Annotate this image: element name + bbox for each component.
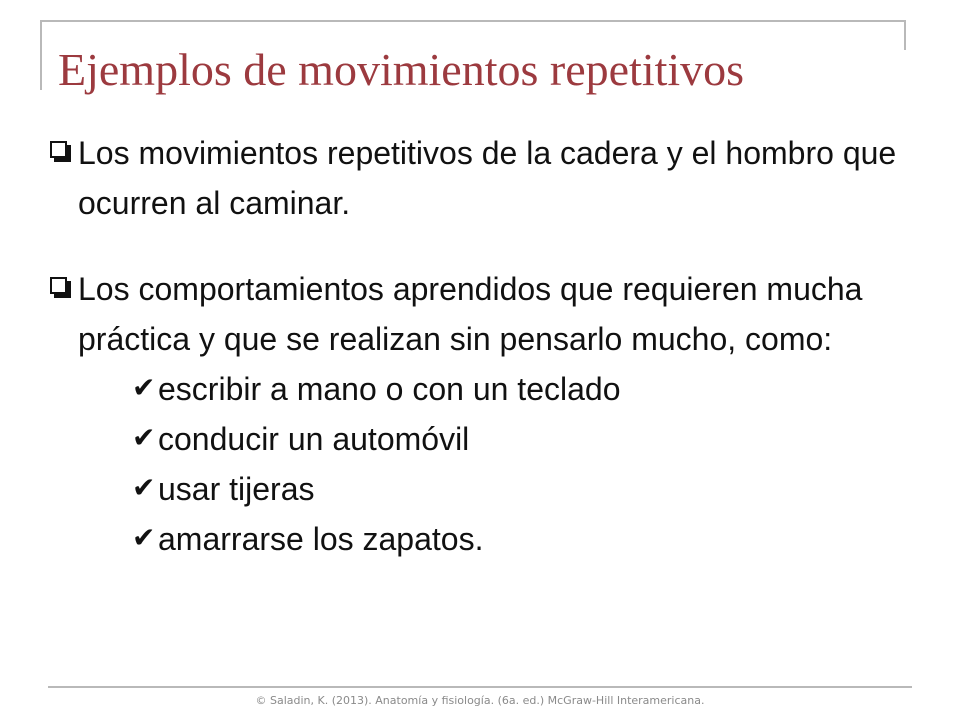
footer-citation: © Saladin, K. (2013). Anatomía y fisiología. (6a. ed.) McGraw-Hill Interamericana. <box>255 694 705 707</box>
frame-top-line <box>40 20 906 22</box>
checkmark-icon: ✔ <box>132 471 156 504</box>
square-bullet-icon <box>50 277 67 294</box>
bullet-text: Los movimientos repetitivos de la cadera y el hombro que ocurren al caminar. <box>78 135 897 221</box>
slide-content <box>50 128 910 564</box>
frame-left-line <box>40 20 42 90</box>
checklist-item-text: usar tijeras <box>158 471 315 507</box>
checklist-item-text: amarrarse los zapatos. <box>158 521 484 557</box>
slide-title: Ejemplos de movimientos repetitivos <box>58 44 745 95</box>
checklist-item-text: conducir un automóvil <box>158 421 470 457</box>
bullet-item <box>50 264 910 564</box>
checklist <box>78 364 910 564</box>
bullet-text: Los comportamientos aprendidos que requieren mucha práctica y que se realizan sin pensarlo mucho, como: <box>78 271 863 357</box>
bullet-item <box>50 128 910 228</box>
square-bullet-icon <box>50 141 67 158</box>
checkmark-icon: ✔ <box>132 521 156 554</box>
checklist-item <box>78 464 910 514</box>
checkmark-icon: ✔ <box>132 371 156 404</box>
frame-right-line <box>904 20 906 50</box>
checkmark-icon: ✔ <box>132 421 156 454</box>
checklist-item-text: escribir a mano o con un teclado <box>158 371 621 407</box>
checklist-item <box>78 364 910 414</box>
checklist-item <box>78 514 910 564</box>
checklist-item <box>78 414 910 464</box>
footer-divider <box>48 686 912 688</box>
